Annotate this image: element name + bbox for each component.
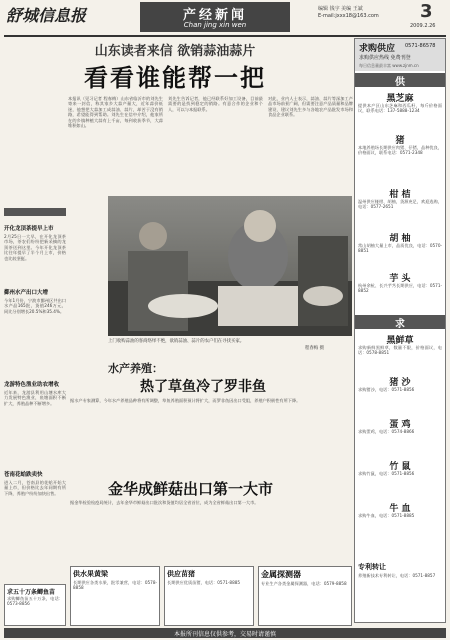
sidebar-header: [355, 39, 445, 71]
ad-title: 金属探测器: [261, 570, 301, 579]
demand-item-body: 求购竹鼠，电话：0571-8856: [358, 471, 415, 476]
demand-item-title: 竹 鼠: [389, 462, 411, 472]
ad-title: 专利转让: [358, 563, 386, 571]
ad-body: 长期供应各类水果，批零兼营，电话：0578-8858: [73, 580, 157, 591]
section-pinyin: Chan jing xin wen: [183, 21, 247, 29]
mid-story-title: 热了草鱼冷了罗非鱼: [140, 379, 266, 395]
news-brief-title: 苍南花蛤跌卖快: [4, 472, 43, 478]
news-brief-section: [4, 208, 66, 582]
headline-main: 看看谁能帮一把: [84, 63, 266, 92]
demand-item-title: 黑鲜草: [386, 336, 414, 346]
supply-item-title: 猪: [395, 136, 405, 146]
news-brief-body: 近年来，龙游县利用山塘水库大力发展特色渔业，鱼塘面积不断扩大，养殖品种不断增多。: [4, 390, 66, 406]
masthead-logo: 舒城信息报: [6, 6, 87, 25]
masthead-rule: [4, 35, 446, 37]
demand-item-title: 猪 沙: [389, 378, 411, 388]
sidebar-note: 每日信息量最丰富 www.zjnm.cn: [359, 63, 419, 68]
demand-item-body: 求购蛋鸡，电话：0574-8866: [358, 429, 415, 434]
ad-box: [4, 584, 66, 626]
sidebar-slogan: 求购供应热线 免费刊登: [359, 55, 411, 61]
news-brief-body: 进入二月，苍南县的花蛤开始大量上市，但价格比去年同期有所下降，养殖户纷纷加快出售。: [4, 480, 66, 496]
demand-item-title: 蛋 鸡: [389, 420, 411, 430]
supply-item-body: 杭州余杭、长兴芋艿长期供应，电话：0571-8852: [358, 283, 442, 294]
mid-story-tag: 水产养殖：: [108, 362, 163, 375]
issue-date: 2009.2.26: [410, 23, 436, 29]
sidebar-phone: 0571-86578: [405, 43, 436, 49]
ad-body: 专业生产各类金属探测器，电话：0579-8858: [261, 581, 347, 586]
ad-box: [258, 566, 352, 626]
ad-title: 供水果黄梁: [73, 570, 108, 578]
bottom-story-body: 据金华检验检疫局统计，去年金华市鲜菇出口批次和货值均居全省首位，成为全省鲜菇出口第一大市。: [70, 500, 259, 505]
supply-item-body: 本地养殖场长期供应肉猪、仔猪，品种优良，价格面议，联系电话：0571-2348: [358, 145, 442, 156]
masthead: [0, 0, 450, 34]
photo-credit: 程春梅 摄: [305, 346, 324, 351]
demand-item-title: 牛 血: [389, 504, 411, 514]
ad-box: [356, 560, 444, 626]
supply-item-title: 芋 头: [389, 274, 411, 284]
footer-strip: [4, 628, 446, 638]
supply-item-body: 提供本产区山东芝麻和西瓜籽，每斤价格面议，联系电话：137-5888-1234: [358, 103, 442, 114]
news-brief-title: 开化龙顶茶提早上市: [4, 226, 54, 232]
ad-box: [164, 566, 254, 626]
email: E-mail:jxxx18@163.com: [318, 13, 379, 19]
supply-item-title: 黑芝麻: [386, 94, 414, 104]
news-brief-body: 2月25日一大早，在开化龙顶茶市场，茶农们纷纷把新采摘的龙顶茶送到这里。今年开化龙顶茶比往年提早了半个月上市，价格也比较坚挺。: [4, 234, 66, 261]
ad-box: [70, 566, 160, 626]
news-brief-header: [4, 208, 66, 216]
story-column-3: 对此，业内人士表示，蒜油、蒜片等深加工产品市场前景广阔，但需要注意产品质量和品牌建设，建议刘先生多与各地农产品批发市场和食品企业联系。: [268, 96, 353, 118]
ad-body: 养殖新技术专利转让，电话：0571-8857: [358, 573, 436, 578]
mid-story-body: 据水产专家测算，今年水产养殖品种将有所调整，草鱼养殖面积预计将扩大，而罗非鱼因出口受阻，养殖户积极性有所下降。: [70, 398, 301, 403]
demand-item-body: 求购牛血，电话：0571-8885: [358, 513, 415, 518]
editor-credit: 编辑 钱宇 美编 王斌: [318, 6, 363, 12]
photo: [108, 196, 352, 336]
story-column-1: 本报讯（见习记者 程春梅）山东省临沂市的刘先生寄来一封信，称其家乡大蒜产量大，近年蒜价低迷，他想把大蒜加工成蒜油、蒜片，却苦于没有销路，希望能得到帮助。刘先生在信中介绍，他家所在的乡镇种植大蒜有上千亩，每到收获季节，大蒜堆积如山。: [68, 96, 163, 129]
section-banner: [140, 2, 290, 32]
ad-title: 求五十万条鲫鱼苗: [7, 589, 56, 596]
supply-item-body: 常山胡柚大量上市，品质优良，电话：0570-8851: [358, 243, 442, 254]
news-brief-title: 龙游特色渔业助农增收: [4, 382, 60, 388]
news-brief-body: 今年1月份，宁波市鄞州区共出口水产品165批，货值246万元，同比分别增长20.5%和35.4%。: [4, 298, 66, 314]
demand-item-body: 求购新鲜黑鲜草，数量不限，价格面议，电话：0578-8851: [358, 345, 442, 356]
bottom-story-title: 金华成鲜菇出口第一大市: [108, 480, 274, 498]
sidebar-title: 求购供应: [359, 44, 396, 54]
news-brief-title: 鄞州水产出口大增: [4, 290, 49, 296]
supply-item-title: 胡 柚: [389, 234, 411, 244]
photo-caption: 上门收购蒜油的客商络绎不绝，欲销蒜油、蒜片的农户们在寻找买家。: [108, 339, 245, 344]
headline-kicker: 山东读者来信 欲销蒜油蒜片: [94, 44, 256, 59]
demand-label: 求: [355, 315, 445, 329]
demand-item-body: 求购猪沙，电话：0571-8856: [358, 387, 415, 392]
supply-label: 供: [355, 73, 445, 87]
supply-item-body: 温州供应椪柑、胡柚，货源充足，欢迎选购，电话：0577-2651: [358, 199, 442, 210]
ad-title: 供应苗猪: [167, 570, 195, 578]
ad-body: 长期供应优质苗猪，电话：0571-8885: [167, 580, 241, 585]
page-number: 3: [420, 1, 433, 22]
supply-item-title: 柑 桔: [389, 190, 411, 200]
section-title: 产经新闻: [182, 8, 247, 23]
photo-illustration: [108, 196, 352, 336]
ad-body: 求购鲫鱼苗五十万条，电话：0573-8856: [7, 596, 63, 607]
sidebar: [354, 38, 446, 623]
story-column-2: 刘先生告诉记者，他已经联系好加工设备，目前最需要的是找到稳定的销路。有意合作的企业和个人，可以与本报联系。: [168, 96, 263, 112]
footer-text: 本报所刊信息仅供参考，交易时请谨慎: [173, 631, 276, 638]
